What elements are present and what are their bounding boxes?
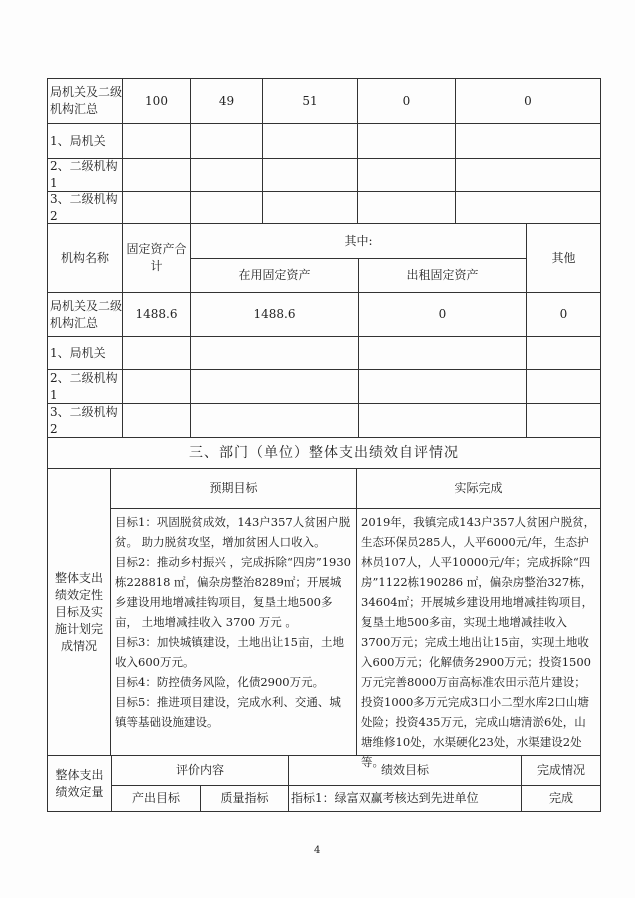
row-label: 2、二级机构 1 (47, 369, 123, 404)
qualitative-label: 整体支出绩效定性目标及实施计划完成情况 (47, 468, 111, 756)
table-cell (190, 158, 263, 192)
table-cell (526, 369, 601, 404)
row-label: 3、二级机构 2 (47, 191, 123, 224)
table-cell: 0 (526, 292, 601, 337)
expected-goals (110, 508, 357, 756)
quantitative-label: 整体支出绩效定量 (47, 755, 112, 812)
target-header: 绩效目标 (288, 755, 522, 786)
table-cell (358, 369, 527, 404)
actual-header: 实际完成 (356, 468, 601, 509)
table-cell (358, 336, 527, 370)
table-cell (190, 369, 359, 404)
table-cell (122, 336, 191, 370)
table-cell (262, 158, 358, 192)
table-cell (358, 403, 527, 438)
table-cell (190, 191, 263, 224)
table-cell (262, 123, 358, 159)
row-label: 局机关及二级机构汇总 (47, 292, 123, 337)
actual-completion: 2019年，我镇完成143户357人贫困户脱贫，生态环保员285人，人平6000元/年，生态护林员107人，人平10000元/年；完成拆除“四房”1122栋190286 ㎡，偏杂房整治327栋，34604㎡；开展城乡建设用地增减挂钩项目，复垦土地500多亩，实现土地增减挂收入3700万元；完成土地出让15亩，实现土地收入600万元；化解债务2900万元；投资1500万元完善8000万亩高标准农田示范片建设；投资1000多万元完成3口小二型水库2口山塘处险；投资435万元，完成山塘清淤6处，山塘维修10处，水渠硬化23处，水渠建设2处等。 (356, 508, 601, 756)
header-total: 固定资产合计 (122, 223, 191, 293)
table-cell: 0 (455, 78, 601, 124)
goal-item: 目标2：推动乡村振兴 ，完成拆除“四房”1930栋228818 ㎡，偏杂房整治8289㎡；开展城乡建设用地增减挂钩项目，复垦土地500多亩， 土地增减挂收入 3700 万元 。 (115, 555, 351, 629)
row-label: 3、二级机构 2 (47, 403, 123, 438)
table-cell (455, 123, 601, 159)
table-cell (122, 369, 191, 404)
table-cell (526, 336, 601, 370)
goal-item: 目标5：推进项目建设，完成水利、交通、城镇等基础设施建设。 (115, 695, 341, 729)
section-title: 三、部门（单位）整体支出绩效自评情况 (47, 437, 601, 469)
table-cell (526, 403, 601, 438)
table-cell: 1488.6 (190, 292, 359, 337)
expected-header: 预期目标 (110, 468, 357, 509)
table-cell: 0 (357, 78, 456, 124)
table-cell (190, 336, 359, 370)
table-cell: 51 (262, 78, 358, 124)
completion-status: 完成 (521, 785, 601, 812)
table-cell (122, 123, 191, 159)
header-in-use: 在用固定资产 (190, 258, 359, 293)
goal-item: 目标1：巩固脱贫成效，143户357人贫困户脱贫。 助力脱贫攻坚，增加贫困人口收入。 (115, 515, 351, 549)
table-cell (122, 403, 191, 438)
table-cell (357, 158, 456, 192)
quality-indicator: 质量指标 (200, 785, 289, 812)
table-cell (455, 191, 601, 224)
status-header: 完成情况 (521, 755, 601, 786)
row-label: 局机关及二级机构汇总 (47, 78, 123, 124)
eval-header: 评价内容 (111, 755, 289, 786)
goal-item: 目标4：防控债务风险，化债2900万元。 (115, 675, 325, 689)
table-cell (190, 403, 359, 438)
goal-item: 目标3：加快城镇建设，土地出让15亩，土地收入600万元。 (115, 635, 344, 669)
header-rented: 出租固定资产 (358, 258, 527, 293)
table-cell (122, 158, 191, 192)
row-label: 2、二级机构 1 (47, 158, 123, 192)
table-cell (122, 191, 191, 224)
header-among: 其中: (190, 223, 527, 259)
table-cell (262, 191, 358, 224)
output-category: 产出目标 (111, 785, 201, 812)
table-cell (455, 158, 601, 192)
row-label: 1、局机关 (47, 336, 123, 370)
header-name: 机构名称 (47, 223, 123, 293)
table-cell: 0 (358, 292, 527, 337)
table-cell: 100 (122, 78, 191, 124)
table-cell (357, 123, 456, 159)
header-other: 其他 (526, 223, 601, 293)
table-cell (357, 191, 456, 224)
row-label: 1、局机关 (47, 123, 123, 159)
table-cell: 1488.6 (122, 292, 191, 337)
page-number: 4 (314, 845, 321, 856)
indicator-target: 指标1：绿富双赢考核达到先进单位 (288, 785, 522, 812)
table-cell (190, 123, 263, 159)
table-cell: 49 (190, 78, 263, 124)
